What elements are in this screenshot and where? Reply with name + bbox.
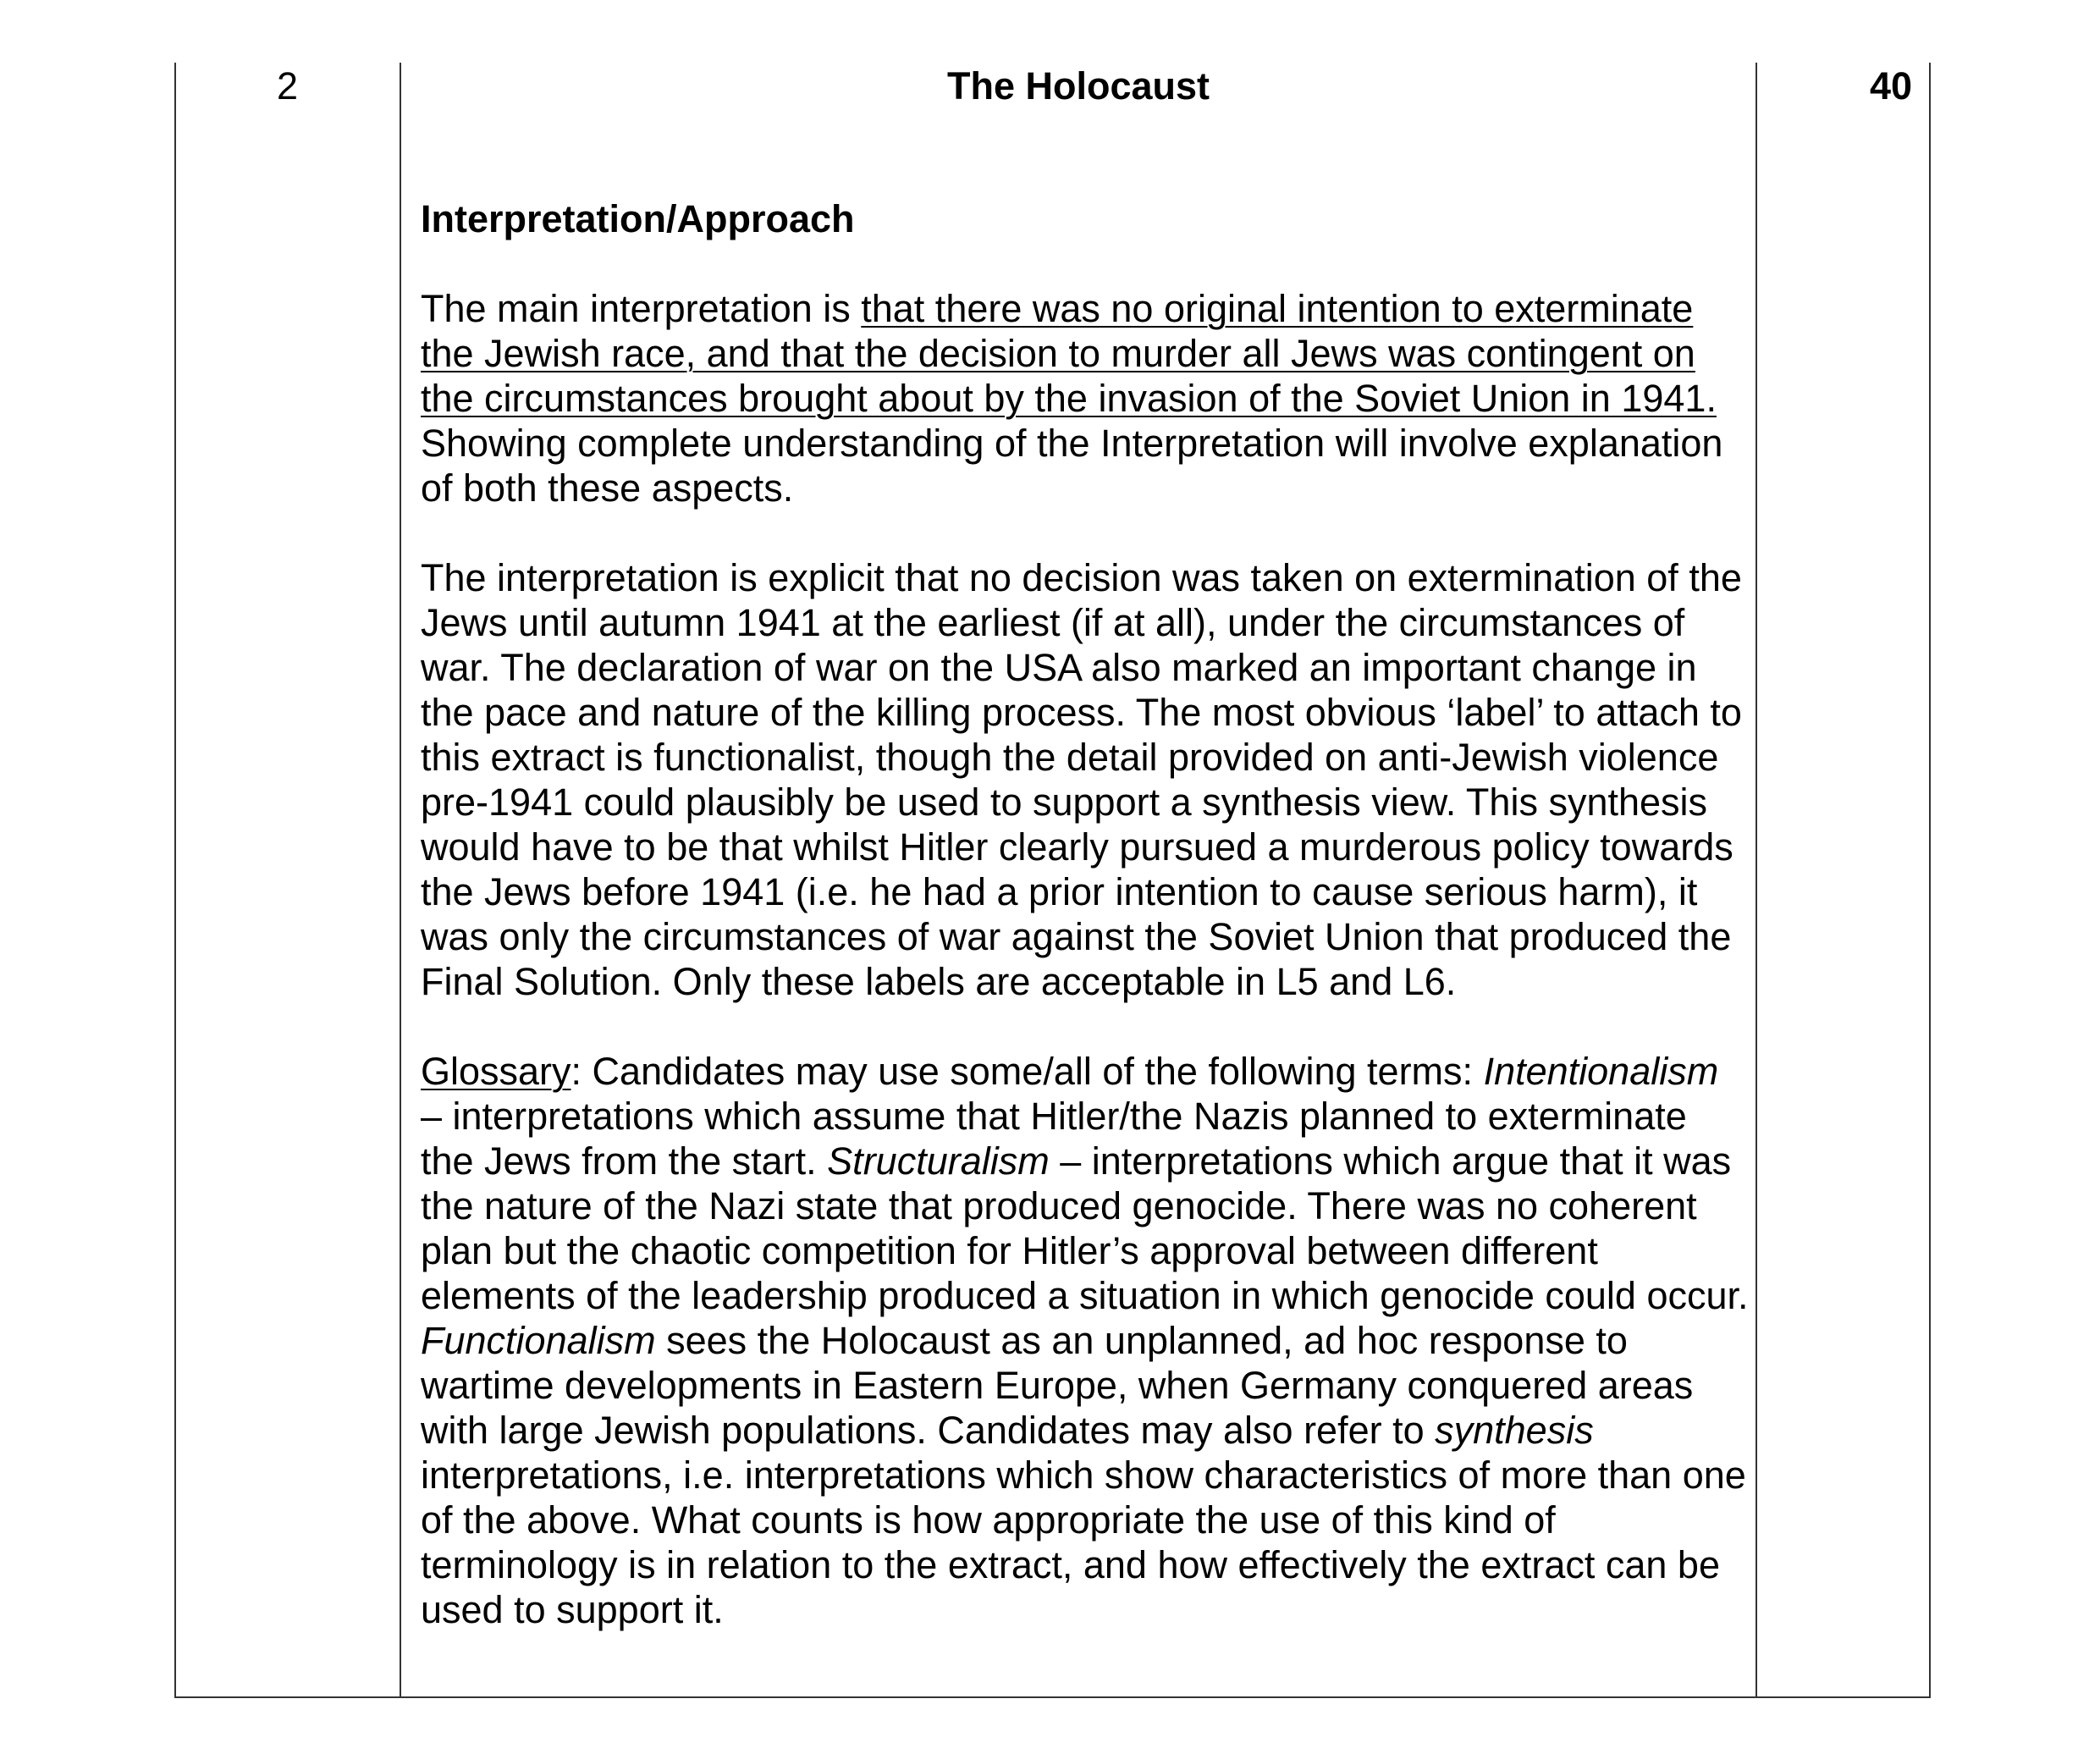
table-divider-1 — [400, 63, 401, 1698]
term-functionalism: Functionalism — [421, 1319, 656, 1362]
def-functionalism: sees the Holocaust as an unplanned, ad hoc response to wartime developments in Eastern Europe, when Germany conquered areas with large Jewish populations. Candidates may also refer to — [421, 1319, 1694, 1452]
term-intentionalism: Intentionalism — [1483, 1050, 1719, 1093]
guidance-content — [421, 196, 1750, 1632]
glossary-label: Glossary — [421, 1050, 571, 1093]
term-synthesis: synthesis — [1435, 1409, 1594, 1452]
p1-rest: Showing complete understanding of the Interpretation will involve explanation of both these aspects. — [421, 422, 1723, 510]
paragraph-interpretation-detail: The interpretation is explicit that no decision was taken on extermination of the Jews until autumn 1941 at the earliest (if at all), under the circumstances of war. The declaration of war on the USA also marked an important change in the pace and nature of the killing process. The most obvious ‘label’ to attach to this extract is functionalist, though the detail provided on anti-Jewish violence pre-1941 could plausibly be used to support a synthesis view. This synthesis would have to be that whilst Hitler clearly pursued a murderous policy towards the Jews before 1941 (i.e. he had a prior intention to cause serious harm), it was only the circumstances of war against the Soviet Union that produced the Final Solution. Only these labels are acceptable in L5 and L6. — [421, 556, 1742, 1003]
table-border-left — [174, 63, 176, 1698]
p1-underlined: that there was no original intention to exterminate the Jewish race, and that the decision to murder all Jews was contingent on the circumstances brought about by the invasion of the Soviet Union in 1941. — [421, 287, 1717, 420]
def-structuralism: – interpretations which argue that it was the nature of the Nazi state that produced genocide. There was no coherent plan but the chaotic competition for Hitler’s approval between different elements of the leadership produced a situation in which genocide could occur. — [421, 1139, 1749, 1317]
glossary-intro: : Candidates may use some/all of the following terms: — [570, 1050, 1484, 1093]
paragraph-main-interpretation — [421, 286, 1750, 510]
paragraph-glossary — [421, 1049, 1750, 1632]
marks-total: 40 — [1869, 64, 1912, 108]
term-structuralism: Structuralism — [827, 1139, 1050, 1183]
table-border-right — [1929, 63, 1931, 1698]
def-synthesis: interpretations, i.e. interpretations which show characteristics of more than one of the above. What counts is how appropriate the use of this kind of terminology is in relation to the extract, and how effectively the extract can be used to support it. — [421, 1453, 1746, 1631]
question-title: The Holocaust — [946, 64, 1210, 108]
section-heading: Interpretation/Approach — [421, 197, 855, 240]
question-number: 2 — [276, 64, 299, 108]
table-divider-2 — [1756, 63, 1757, 1698]
table-border-bottom — [174, 1696, 1931, 1698]
p1-lead: The main interpretation is — [421, 287, 862, 330]
def-intentionalism: – interpretations which assume that Hitler/the Nazis planned to exterminate the Jews from the start. — [421, 1095, 1687, 1183]
